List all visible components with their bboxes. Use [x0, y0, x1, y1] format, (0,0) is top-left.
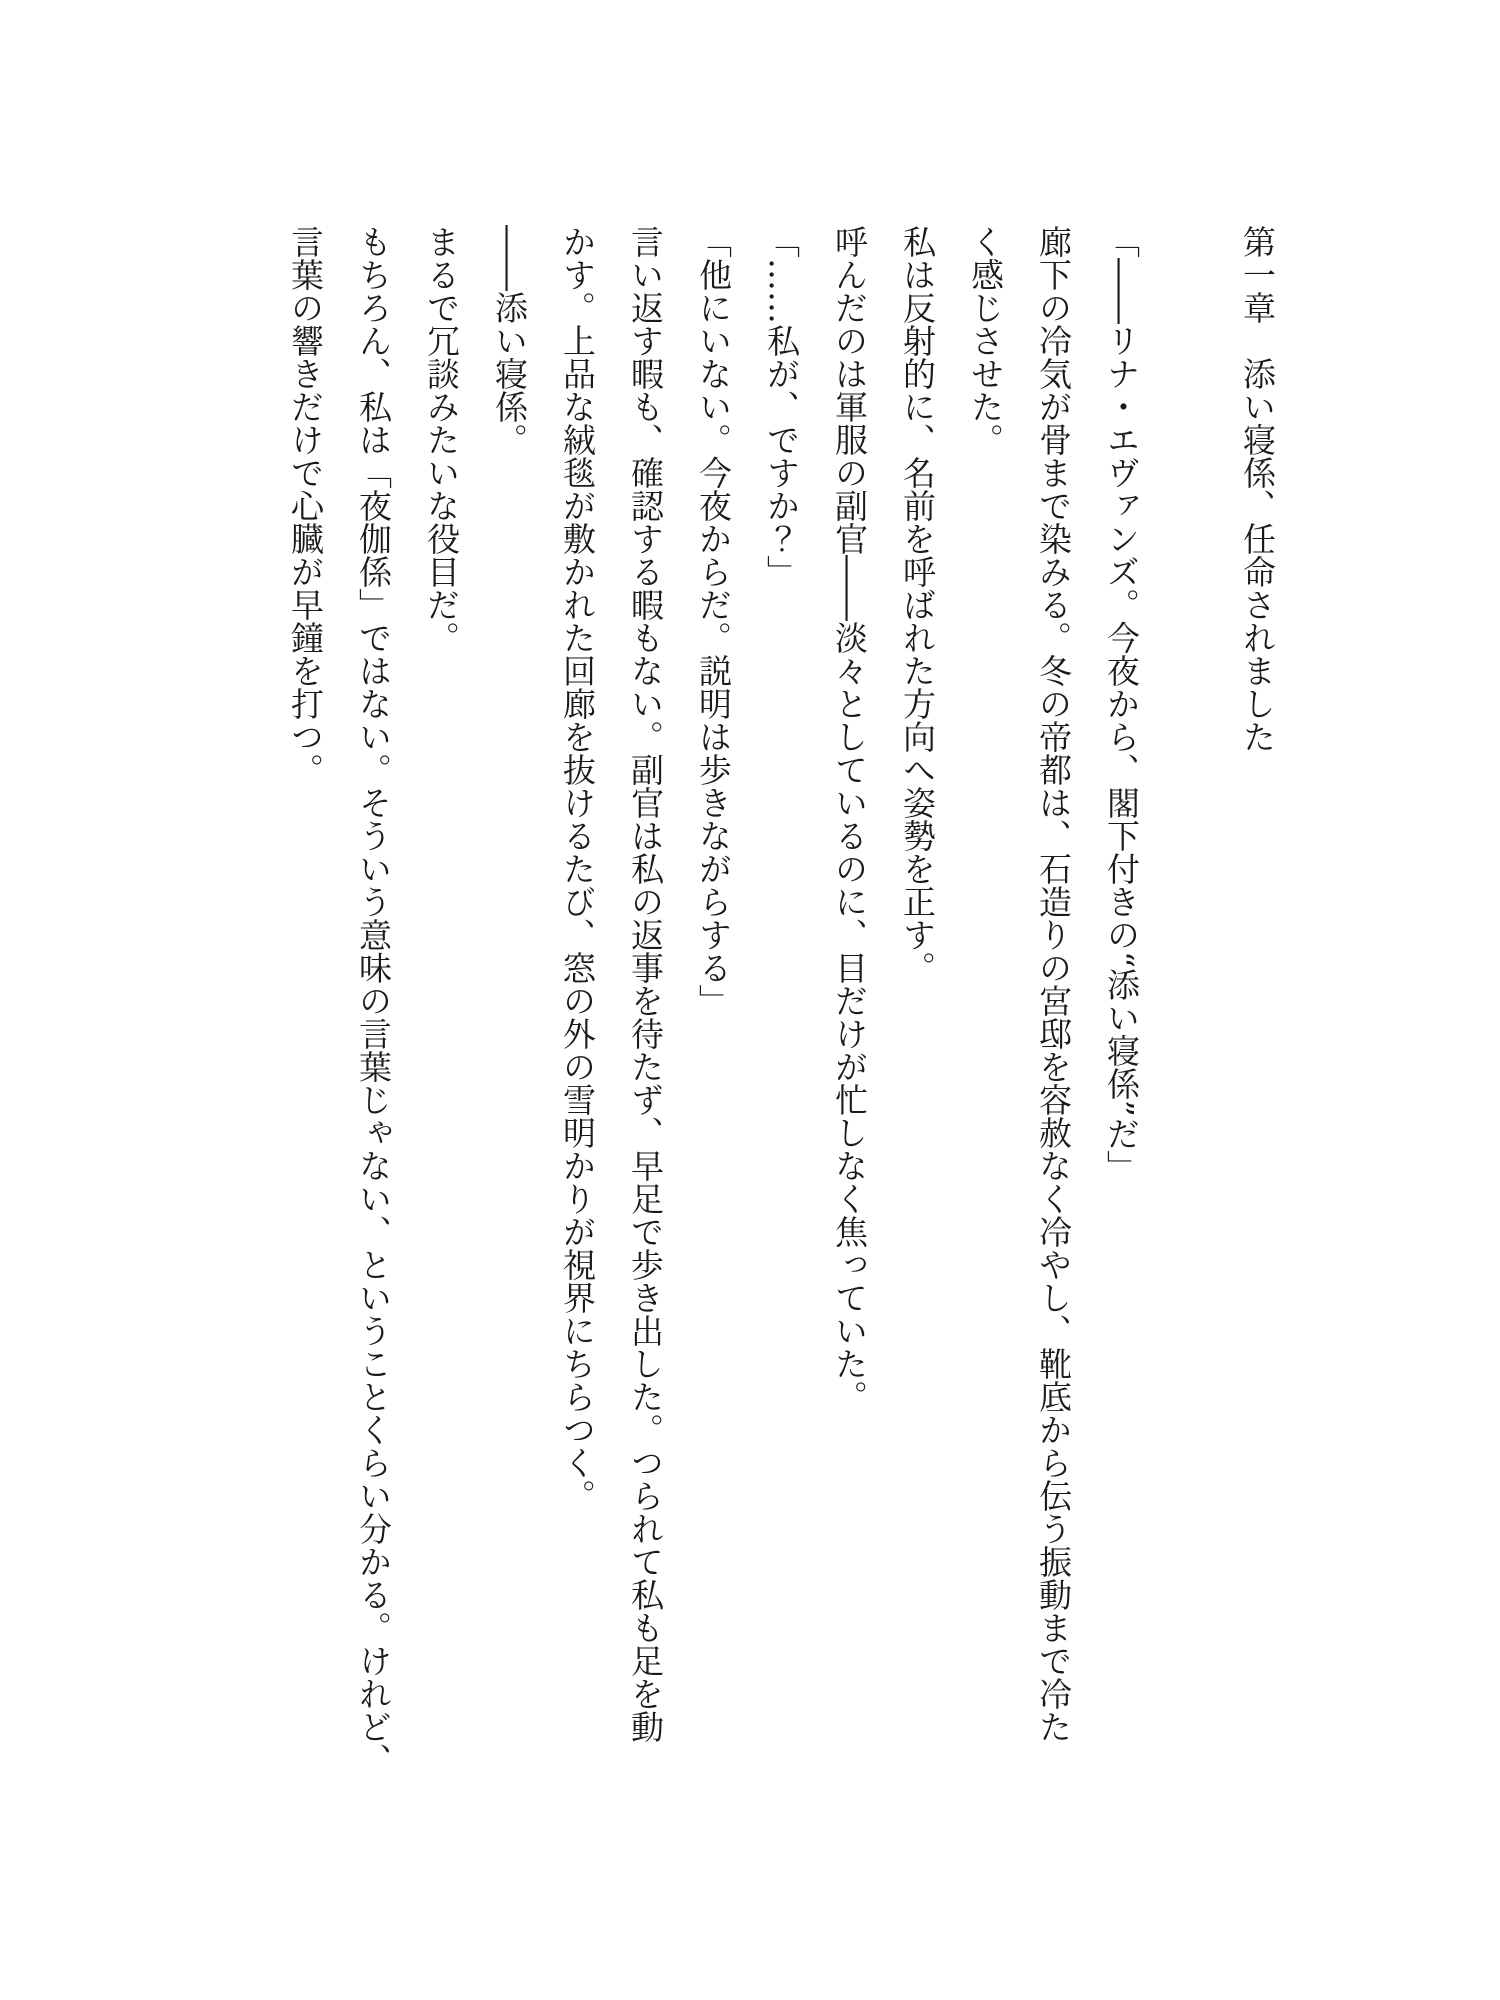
text-line: 私は反射的に、名前を呼ばれた方向へ姿勢を正す。 — [898, 225, 937, 984]
text-line: 「――リナ・エヴァンズ。今夜から、閣下付きの“添い寝係”だ」 — [1102, 225, 1141, 1183]
text-line: ――添い寝係。 — [490, 225, 529, 456]
text-line: 「他にいない。今夜からだ。説明は歩きながらする」 — [694, 225, 733, 1017]
text-line: まるで冗談みたいな役目だ。 — [422, 225, 461, 654]
text-line: 「……私が、ですか？」 — [762, 225, 801, 588]
text-line: かす。上品な絨毯が敷かれた回廊を抜けるたび、窓の外の雪明かりが視界にちらつく。 — [558, 225, 597, 1512]
chapter-title: 第一章 添い寝係、任命されました — [1238, 225, 1277, 753]
text-line: 呼んだのは軍服の副官――淡々としているのに、目だけが忙しなく焦っていた。 — [830, 225, 869, 1413]
text-line: もちろん、私は「夜伽係」ではない。そういう意味の言葉じゃない、ということくらい分かる。けれど、 — [354, 225, 393, 1776]
text-line: 廊下の冷気が骨まで染みる。冬の帝都は、石造りの宮邸を容赦なく冷やし、靴底から伝う振動まで冷た — [1034, 225, 1073, 1743]
blank-line — [1155, 225, 1223, 1825]
text-line: く感じさせた。 — [966, 225, 1005, 456]
vertical-text-flow — [271, 225, 1291, 1825]
text-line: 言葉の響きだけで心臓が早鐘を打つ。 — [286, 225, 325, 786]
text-line: 言い返す暇も、確認する暇もない。副官は私の返事を待たず、早足で歩き出した。つられて私も足を動 — [626, 225, 665, 1743]
